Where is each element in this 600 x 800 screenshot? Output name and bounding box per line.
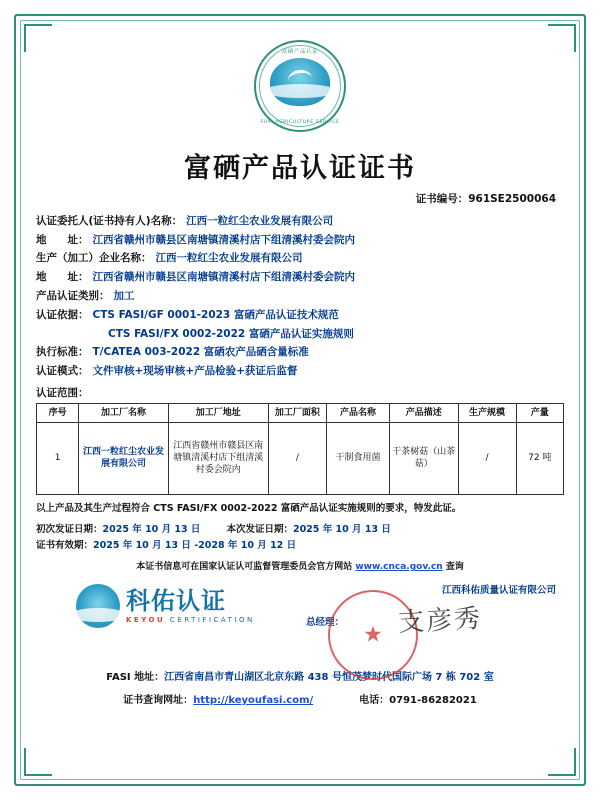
table-cell-factory-area: /: [268, 422, 326, 494]
field-value: 江西一粒红尘农业发展有限公司: [155, 252, 303, 265]
current-issue-date: [226, 521, 390, 535]
field-label: 认证模式：: [36, 364, 89, 377]
table-header-cell: 产量: [516, 403, 563, 422]
phone-label: 电话：: [359, 695, 390, 707]
phone-block: [359, 691, 477, 706]
field-value: 江西一粒红尘农业发展有限公司: [186, 215, 334, 227]
table-cell-scale: /: [458, 422, 516, 494]
keyou-logo-text: [126, 586, 255, 624]
table-cell-output: 72 吨: [516, 422, 563, 494]
issue-dates-row: [36, 521, 564, 535]
first-issue-date: [36, 521, 200, 535]
first-issue-date-label: 初次发证日期：: [36, 524, 103, 536]
field-label: 认证委托人(证书持有人)名称：: [36, 215, 183, 227]
field-client-name: [36, 214, 564, 229]
table-header-row: [37, 403, 564, 422]
field-label: 认证依据：: [36, 308, 89, 321]
field-label: 地 址：: [36, 271, 89, 284]
signature-block: [36, 578, 564, 664]
field-value: 江西省赣州市赣县区南塘镇清溪村店下组清溪村委会院内: [92, 271, 355, 284]
field-certification-mode: [36, 364, 564, 379]
emblem-container: [36, 40, 564, 136]
keyou-logo-mark-icon: [76, 584, 120, 628]
table-cell-index: 1: [37, 422, 79, 494]
field-label: 执行标准：: [36, 345, 89, 358]
general-manager-label: 总经理：: [306, 617, 345, 629]
field-value: CTS FASI/GF 0001-2023 富硒产品认证技术规范: [92, 308, 339, 321]
verification-suffix: 查询: [442, 562, 464, 573]
keyou-logo: [76, 584, 255, 628]
keyou-logo-cn: 科佑认证: [126, 586, 226, 615]
table-header-cell: 加工厂名称: [79, 403, 169, 422]
validity-period: [36, 537, 564, 551]
field-label: 地 址：: [36, 233, 89, 246]
field-standard: [36, 345, 564, 360]
table-header-cell: 加工厂面积: [268, 403, 326, 422]
table-cell-factory-name: 江西一粒红尘农业发展有限公司: [79, 422, 169, 494]
current-issue-date-label: 本次发证日期：: [226, 524, 293, 536]
validity-value: 2025 年 10 月 13 日 -2028 年 10 月 12 日: [93, 540, 297, 552]
field-value: T/CATEA 003-2022 富硒农产品硒含量标准: [92, 345, 309, 358]
keyou-logo-en-rest: CERTIFICATION: [169, 615, 255, 624]
issuer-signature-area: [306, 582, 556, 648]
certificate-number-value: 961SE2500064: [468, 193, 556, 205]
field-value: 加工: [113, 289, 135, 302]
field-value: 文件审核+现场审核+产品检验+获证后监督: [92, 364, 298, 377]
field-label: 生产（加工）企业名称：: [36, 252, 152, 265]
table-header-cell: 生产规模: [458, 403, 516, 422]
table-header-cell: 产品名称: [326, 403, 389, 422]
seal-star-icon: ★: [363, 622, 383, 648]
handwritten-signature: 支彦秀: [397, 603, 483, 639]
field-certification-basis: [36, 308, 564, 323]
footer-contact-row: [36, 691, 564, 706]
table-header-cell: 序号: [37, 403, 79, 422]
scope-label: 认证范围：: [36, 386, 89, 399]
fasi-address-label: FASI 地址：: [106, 672, 165, 684]
table-header-cell: 加工厂地址: [168, 403, 268, 422]
validity-label: 证书有效期：: [36, 540, 94, 552]
field-label: 产品认证类别：: [36, 289, 110, 302]
verification-notice: [36, 559, 564, 572]
certificate-number: [36, 191, 556, 206]
fasi-address-line: [36, 668, 564, 683]
keyou-logo-en: [126, 616, 255, 624]
certification-basis-second-line: CTS FASI/FX 0002-2022 富硒产品认证实施规则: [108, 328, 354, 341]
table-row: [37, 422, 564, 494]
fasi-address-value: 江西省南昌市青山湖区北京东路 438 号恒茂梦时代国际广场 7 栋 702 室: [164, 672, 494, 684]
first-issue-date-value: 2025 年 10 月 13 日: [102, 524, 201, 536]
table-cell-product-desc: 干茶树菇（山茶菇）: [390, 422, 459, 494]
verification-prefix: 本证书信息可在国家认证认可监督管理委员会官方网站: [136, 562, 356, 573]
table-cell-product-name: 干制食用菌: [326, 422, 389, 494]
certificate-query-link[interactable]: http://keyoufasi.com/: [193, 695, 314, 707]
field-value: 江西省赣州市赣县区南塘镇清溪村店下组清溪村委会院内: [92, 233, 355, 246]
cnca-website-link[interactable]: www.cnca.gov.cn: [355, 562, 443, 573]
emblem-wave-shape: [270, 84, 330, 98]
page-title: 富硒产品认证证书: [184, 153, 416, 184]
field-producer-address: [36, 270, 564, 285]
selenium-certification-emblem-icon: [254, 40, 346, 132]
table-header-cell: 产品描述: [390, 403, 459, 422]
issuer-company-name: 江西科佑质量认证有限公司: [441, 585, 556, 597]
emblem-core-graphic: [270, 58, 330, 106]
field-client-address: [36, 233, 564, 248]
scope-table: [36, 403, 564, 495]
current-issue-date-value: 2025 年 10 月 13 日: [292, 524, 391, 536]
keyou-logo-en-key: KEYOU: [126, 615, 166, 624]
query-url-block: [123, 691, 313, 706]
certificate-number-label: 证书编号：: [415, 193, 469, 205]
field-producer-name: [36, 251, 564, 266]
conformity-statement: 以上产品及其生产过程符合 CTS FASI/FX 0002-2022 富硒产品认证实施规则的要求，特发此证。: [36, 502, 462, 514]
emblem-top-text: 富硒产品认证: [281, 49, 319, 55]
table-cell-factory-address: 江西省赣州市赣县区南塘镇清溪村店下组清溪村委会院内: [168, 422, 268, 494]
emblem-bottom-text: FUXI AGRICULTURE SERVICE: [260, 120, 340, 125]
query-url-label: 证书查询网址：: [123, 695, 194, 707]
field-product-category: [36, 289, 564, 304]
phone-value: 0791-86282021: [389, 695, 477, 707]
